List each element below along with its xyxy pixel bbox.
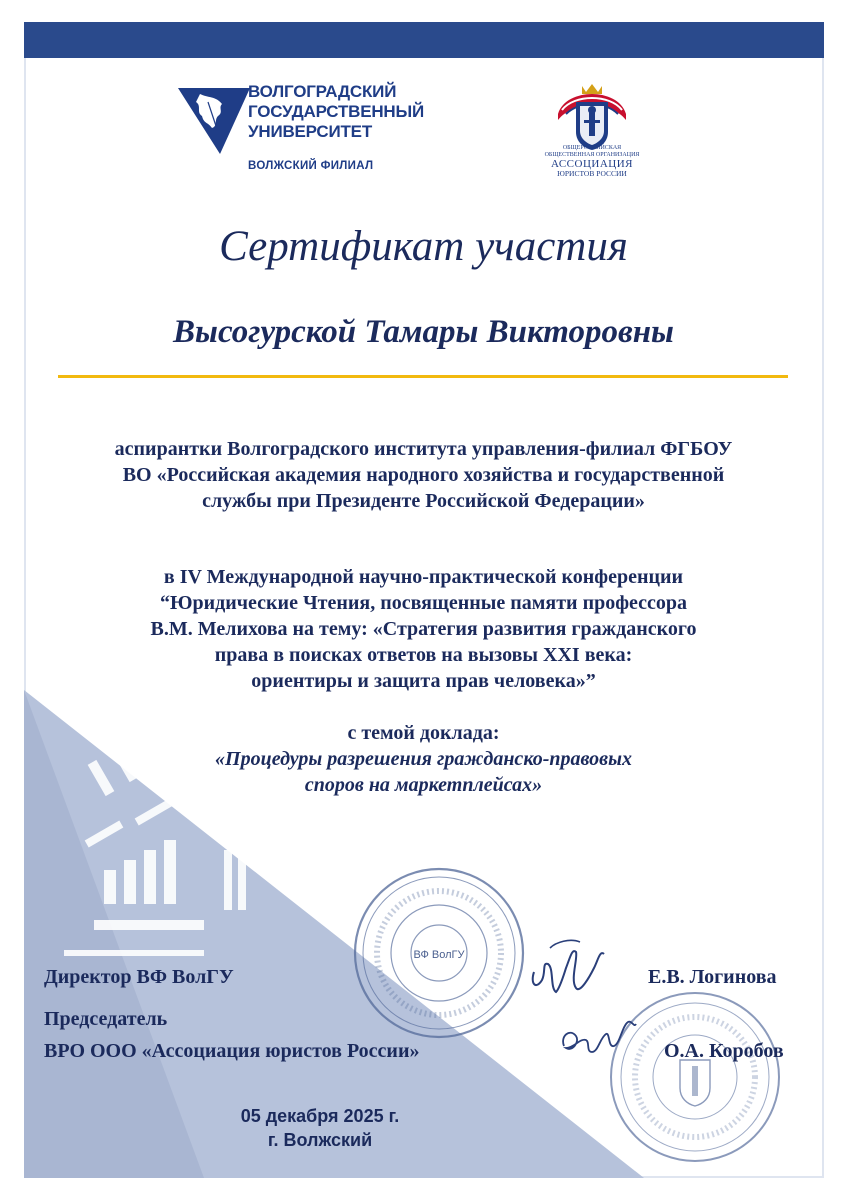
vgu-name-line-1: ВОЛГОГРАДСКИЙ: [248, 82, 397, 101]
conference-line: “Юридические Чтения, посвященные памяти профессора: [159, 592, 688, 614]
association-line-3: АССОЦИАЦИЯ: [550, 158, 634, 170]
gold-divider: [58, 375, 788, 378]
report-label: с темой доклада:: [347, 722, 500, 744]
date-place-block: [170, 1104, 470, 1152]
vgu-name: [248, 82, 424, 142]
report-topic-line: «Процедуры разрешения гражданско-правовых: [215, 748, 632, 770]
affiliation-line: аспирантки Волгоградского института управления-филиал ФГБОУ: [114, 438, 733, 460]
vgu-oak-leaf-logo: [178, 82, 250, 154]
report-topic: [70, 746, 777, 798]
chair-label-line-1: Председатель: [44, 1008, 168, 1030]
lawyers-association-emblem: [552, 80, 632, 152]
director-signature: [520, 928, 620, 1008]
conference-line: права в поисках ответов на вызовы XXI века:: [214, 644, 633, 666]
certificate-title: Сертификат участия: [219, 223, 628, 270]
issue-date: 05 декабря 2025 г.: [240, 1106, 400, 1126]
affiliation-line: службы при Президенте Российской Федерации»: [202, 490, 645, 512]
report-topic-line: споров на маркетплейсах»: [304, 774, 543, 796]
conference-line: В.М. Мелихова на тему: «Стратегия развития гражданского: [150, 618, 697, 640]
vgu-branch: ВОЛЖСКИЙ ФИЛИАЛ: [248, 160, 374, 172]
chair-name: О.А. Коробов: [664, 1040, 784, 1062]
university-round-stamp: [352, 866, 527, 1041]
director-label: Директор ВФ ВолГУ: [44, 966, 234, 988]
recipient-name: Высогурской Тамары Викторовны: [173, 314, 674, 350]
conference-paragraph: [70, 564, 777, 694]
association-line-4: ЮРИСТОВ РОССИИ: [557, 169, 627, 178]
chair-signature: [556, 1008, 646, 1068]
vgu-name-line-3: УНИВЕРСИТЕТ: [248, 122, 373, 141]
affiliation-paragraph: [70, 436, 777, 514]
issue-city: г. Волжский: [267, 1130, 373, 1150]
vgu-name-line-2: ГОСУДАРСТВЕННЫЙ: [248, 102, 424, 121]
association-name: [530, 145, 654, 178]
association-line-2: ОБЩЕСТВЕННАЯ ОРГАНИЗАЦИЯ: [544, 152, 640, 158]
affiliation-line: ВО «Российская академия народного хозяйства и государственной: [122, 464, 725, 486]
stamp-center-text: ВФ ВолГУ: [413, 949, 465, 961]
chair-label-line-2: ВРО ООО «Ассоциация юристов России»: [44, 1040, 420, 1062]
conference-line: ориентиры и защита прав человека»”: [251, 670, 596, 692]
association-line-1: ОБЩЕРОССИЙСКАЯ: [562, 145, 622, 151]
conference-line: в IV Международной научно-практической конференции: [163, 566, 684, 588]
top-banner-bar: [24, 22, 824, 58]
director-name: Е.В. Логинова: [648, 966, 777, 988]
